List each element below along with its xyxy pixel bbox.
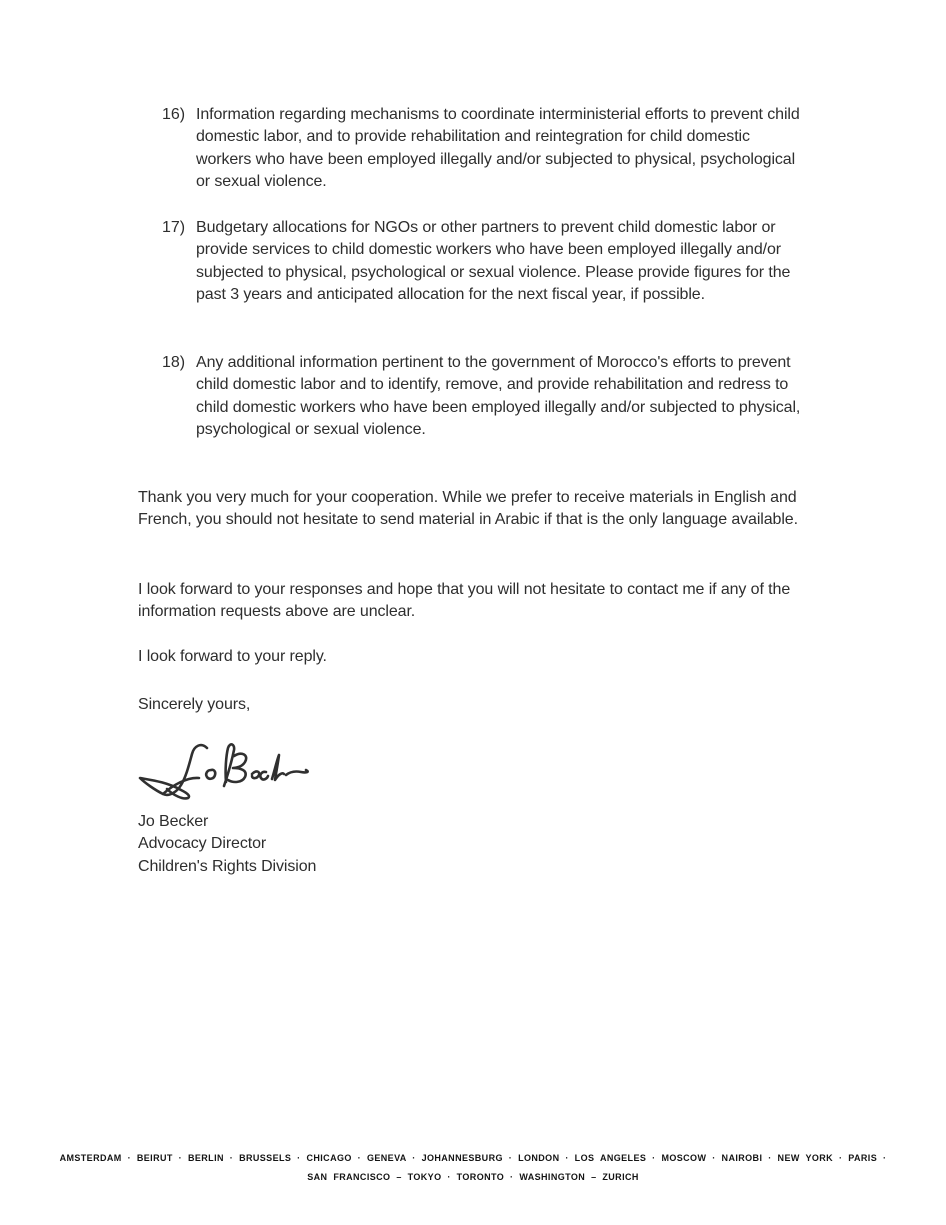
footer-cities-line-1: AMSTERDAM · BEIRUT · BERLIN · BRUSSELS · CHICAGO · GENEVA · JOHANNESBURG · LONDON · LOS ANGELES · MOSCOW · NAIROBI · NEW YORK · PARIS · — [59, 1153, 887, 1163]
item-text: Information regarding mechanisms to coordinate interministerial efforts to prevent child domestic labor, and to provide rehabilitation and reintegration for child domestic workers who have been employed illegally and/or subjected to physical, psychological or sexual violence. — [196, 106, 800, 191]
footer-cities-line-2: SAN FRANCISCO – TOKYO · TORONTO · WASHINGTON – ZURICH — [307, 1172, 639, 1182]
item-number: 16) — [162, 106, 186, 123]
paragraph-reply: I look forward to your reply. — [138, 648, 327, 665]
signer-title: Advocacy Director — [138, 835, 267, 853]
item-number: 18) — [162, 354, 186, 371]
closing-salutation: Sincerely yours, — [138, 696, 251, 713]
paragraph-responses: I look forward to your responses and hope that you will not hesitate to contact me if any of the information requests above are unclear. — [138, 581, 791, 621]
item-text: Budgetary allocations for NGOs or other partners to prevent child domestic labor or provide services to child domestic workers who have been employed illegally and/or subjected to physical, psychological or sexual violence. Please provide figures for the past 3 years and anticipated allocation for the next fiscal year, if possible. — [196, 219, 791, 304]
letterhead-footer — [0, 1149, 946, 1187]
numbered-item-16 — [162, 104, 810, 194]
signature-stroke-j — [140, 745, 207, 798]
signature-stroke-b — [224, 744, 246, 786]
signer-name: Jo Becker — [138, 813, 209, 830]
item-number: 17) — [162, 219, 186, 236]
item-text: Any additional information pertinent to the government of Morocco's efforts to prevent child domestic labor and to identify, remove, and provide rehabilitation and redress to child domestic workers who have been employed illegally and/or subjected to physical, psychological or sexual violence. — [196, 354, 801, 439]
signature-block — [138, 811, 316, 878]
signature-stroke-o — [206, 770, 215, 779]
signature-image — [133, 727, 313, 809]
signature-stroke-ecker — [252, 755, 308, 780]
paragraph-cooperation: Thank you very much for your cooperation. While we prefer to receive materials in English and French, you should not hesitate to send material in Arabic if that is the only language available. — [138, 489, 798, 529]
signer-division: Children's Rights Division — [138, 857, 317, 875]
numbered-item-18 — [162, 352, 810, 442]
numbered-item-17 — [162, 217, 810, 307]
